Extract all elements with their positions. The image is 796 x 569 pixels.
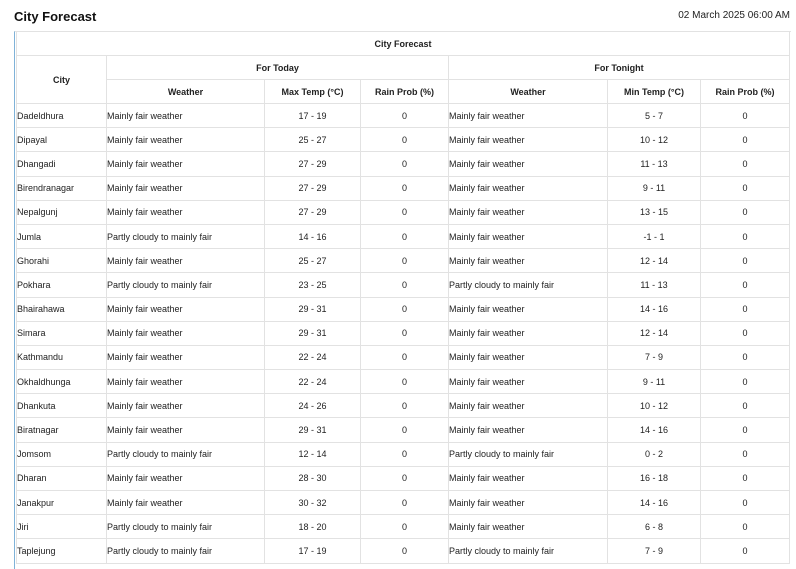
city-cell: Simara — [17, 321, 107, 345]
min-temp-cell: 10 - 12 — [608, 128, 701, 152]
city-cell: Kathmandu — [17, 345, 107, 369]
today-weather-cell: Mainly fair weather — [107, 104, 265, 128]
today-weather-cell: Partly cloudy to mainly fair — [107, 273, 265, 297]
min-temp-cell: 9 - 11 — [608, 370, 701, 394]
max-temp-cell: 12 - 14 — [265, 442, 361, 466]
table-row — [17, 418, 790, 442]
city-column-header: City — [17, 56, 107, 104]
today-rain-prob-cell: 0 — [361, 273, 449, 297]
min-temp-cell: -1 - 1 — [608, 224, 701, 248]
today-weather-cell: Mainly fair weather — [107, 176, 265, 200]
city-cell: Jumla — [17, 224, 107, 248]
tonight-rain-prob-cell: 0 — [701, 466, 790, 490]
max-temp-cell: 24 - 26 — [265, 394, 361, 418]
city-cell: Dipayal — [17, 128, 107, 152]
page-header — [0, 0, 796, 30]
today-rain-prob-cell: 0 — [361, 515, 449, 539]
today-rain-prob-cell: 0 — [361, 152, 449, 176]
max-temp-cell: 29 - 31 — [265, 297, 361, 321]
tonight-rain-prob-cell: 0 — [701, 104, 790, 128]
today-rain-prob-cell: 0 — [361, 249, 449, 273]
max-temp-cell: 25 - 27 — [265, 128, 361, 152]
today-rain-prob-cell: 0 — [361, 200, 449, 224]
tonight-weather-cell: Mainly fair weather — [449, 345, 608, 369]
table-row — [17, 515, 790, 539]
today-weather-cell: Mainly fair weather — [107, 249, 265, 273]
tonight-rain-prob-cell: 0 — [701, 176, 790, 200]
today-weather-cell: Mainly fair weather — [107, 152, 265, 176]
max-temp-cell: 25 - 27 — [265, 249, 361, 273]
city-cell: Birendranagar — [17, 176, 107, 200]
forecast-table — [16, 31, 790, 564]
min-temp-cell: 12 - 14 — [608, 321, 701, 345]
today-weather-cell: Partly cloudy to mainly fair — [107, 539, 265, 563]
today-weather-cell: Mainly fair weather — [107, 394, 265, 418]
table-row — [17, 442, 790, 466]
max-temp-cell: 28 - 30 — [265, 466, 361, 490]
table-row — [17, 128, 790, 152]
tonight-weather-cell: Mainly fair weather — [449, 418, 608, 442]
today-rain-prob-cell: 0 — [361, 321, 449, 345]
tonight-rain-prob-cell: 0 — [701, 297, 790, 321]
tonight-weather-cell: Mainly fair weather — [449, 128, 608, 152]
tonight-weather-cell: Mainly fair weather — [449, 224, 608, 248]
today-rain-prob-cell: 0 — [361, 128, 449, 152]
max-temp-cell: 29 - 31 — [265, 321, 361, 345]
today-rain-prob-cell: 0 — [361, 491, 449, 515]
min-temp-cell: 12 - 14 — [608, 249, 701, 273]
max-temp-cell: 29 - 31 — [265, 418, 361, 442]
min-temp-cell: 13 - 15 — [608, 200, 701, 224]
tonight-weather-cell: Mainly fair weather — [449, 200, 608, 224]
table-row — [17, 491, 790, 515]
today-weather-cell: Partly cloudy to mainly fair — [107, 224, 265, 248]
max-temp-cell: 17 - 19 — [265, 539, 361, 563]
tonight-rain-prob-cell: 0 — [701, 224, 790, 248]
today-rain-prob-cell: 0 — [361, 297, 449, 321]
tonight-weather-cell: Mainly fair weather — [449, 104, 608, 128]
tonight-weather-cell: Mainly fair weather — [449, 176, 608, 200]
tonight-rain-prob-cell: 0 — [701, 321, 790, 345]
today-weather-cell: Mainly fair weather — [107, 418, 265, 442]
today-rain-prob-cell: 0 — [361, 104, 449, 128]
today-weather-header: Weather — [107, 80, 265, 104]
tonight-rain-prob-cell: 0 — [701, 345, 790, 369]
max-temp-cell: 22 - 24 — [265, 370, 361, 394]
today-rain-prob-cell: 0 — [361, 442, 449, 466]
tonight-weather-cell: Mainly fair weather — [449, 394, 608, 418]
today-rain-prob-cell: 0 — [361, 176, 449, 200]
table-row — [17, 249, 790, 273]
max-temp-cell: 17 - 19 — [265, 104, 361, 128]
tonight-rain-prob-cell: 0 — [701, 442, 790, 466]
tonight-rain-prob-cell: 0 — [701, 152, 790, 176]
tonight-weather-cell: Mainly fair weather — [449, 370, 608, 394]
max-temp-cell: 30 - 32 — [265, 491, 361, 515]
tonight-weather-cell: Mainly fair weather — [449, 466, 608, 490]
tonight-weather-cell: Mainly fair weather — [449, 491, 608, 515]
tonight-rain-prob-cell: 0 — [701, 515, 790, 539]
max-temp-cell: 23 - 25 — [265, 273, 361, 297]
max-temp-cell: 22 - 24 — [265, 345, 361, 369]
min-temp-cell: 14 - 16 — [608, 418, 701, 442]
min-temp-cell: 7 - 9 — [608, 345, 701, 369]
tonight-weather-cell: Mainly fair weather — [449, 152, 608, 176]
city-cell: Nepalgunj — [17, 200, 107, 224]
today-weather-cell: Mainly fair weather — [107, 128, 265, 152]
table-row — [17, 370, 790, 394]
today-rain-prob-cell: 0 — [361, 394, 449, 418]
max-temp-cell: 27 - 29 — [265, 152, 361, 176]
max-temp-cell: 14 - 16 — [265, 224, 361, 248]
city-cell: Jiri — [17, 515, 107, 539]
min-temp-cell: 16 - 18 — [608, 466, 701, 490]
today-weather-cell: Mainly fair weather — [107, 466, 265, 490]
city-cell: Bhairahawa — [17, 297, 107, 321]
today-weather-cell: Partly cloudy to mainly fair — [107, 515, 265, 539]
table-row — [17, 152, 790, 176]
city-cell: Dhangadi — [17, 152, 107, 176]
forecast-datetime: 02 March 2025 06:00 AM — [678, 10, 790, 21]
min-temp-cell: 0 - 2 — [608, 442, 701, 466]
min-temp-cell: 11 - 13 — [608, 152, 701, 176]
today-rain-prob-cell: 0 — [361, 466, 449, 490]
tonight-weather-cell: Mainly fair weather — [449, 249, 608, 273]
tonight-weather-cell: Partly cloudy to mainly fair — [449, 273, 608, 297]
table-caption: City Forecast — [17, 32, 790, 56]
today-rain-prob-cell: 0 — [361, 224, 449, 248]
tonight-rain-prob-cell: 0 — [701, 491, 790, 515]
tonight-rain-prob-cell: 0 — [701, 418, 790, 442]
table-row — [17, 345, 790, 369]
min-temp-cell: 6 - 8 — [608, 515, 701, 539]
today-weather-cell: Mainly fair weather — [107, 370, 265, 394]
table-row — [17, 104, 790, 128]
city-cell: Pokhara — [17, 273, 107, 297]
min-temp-header: Min Temp (°C) — [608, 80, 701, 104]
tonight-weather-cell: Mainly fair weather — [449, 297, 608, 321]
tonight-rain-prob-cell: 0 — [701, 394, 790, 418]
today-rain-prob-cell: 0 — [361, 539, 449, 563]
tonight-rain-prob-cell: 0 — [701, 273, 790, 297]
tonight-weather-cell: Partly cloudy to mainly fair — [449, 442, 608, 466]
city-cell: Dharan — [17, 466, 107, 490]
max-temp-cell: 27 - 29 — [265, 176, 361, 200]
tonight-rain-prob-cell: 0 — [701, 370, 790, 394]
tonight-rain-prob-cell: 0 — [701, 200, 790, 224]
today-rain-prob-cell: 0 — [361, 418, 449, 442]
tonight-rain-prob-cell: 0 — [701, 249, 790, 273]
tonight-weather-cell: Mainly fair weather — [449, 321, 608, 345]
tonight-rain-prob-header: Rain Prob (%) — [701, 80, 790, 104]
for-today-header: For Today — [107, 56, 449, 80]
tonight-weather-cell: Partly cloudy to mainly fair — [449, 539, 608, 563]
tonight-rain-prob-cell: 0 — [701, 128, 790, 152]
today-rain-prob-header: Rain Prob (%) — [361, 80, 449, 104]
table-row — [17, 297, 790, 321]
table-row — [17, 394, 790, 418]
today-weather-cell: Mainly fair weather — [107, 200, 265, 224]
tonight-weather-cell: Mainly fair weather — [449, 515, 608, 539]
min-temp-cell: 9 - 11 — [608, 176, 701, 200]
min-temp-cell: 10 - 12 — [608, 394, 701, 418]
today-weather-cell: Mainly fair weather — [107, 297, 265, 321]
table-row — [17, 466, 790, 490]
table-row — [17, 539, 790, 563]
max-temp-cell: 27 - 29 — [265, 200, 361, 224]
city-cell: Biratnagar — [17, 418, 107, 442]
min-temp-cell: 14 - 16 — [608, 297, 701, 321]
table-row — [17, 200, 790, 224]
table-row — [17, 321, 790, 345]
table-row — [17, 273, 790, 297]
tonight-weather-header: Weather — [449, 80, 608, 104]
city-cell: Okhaldhunga — [17, 370, 107, 394]
table-row — [17, 224, 790, 248]
today-weather-cell: Mainly fair weather — [107, 345, 265, 369]
page-title: City Forecast — [14, 9, 97, 24]
today-rain-prob-cell: 0 — [361, 345, 449, 369]
table-row — [17, 176, 790, 200]
city-cell: Dhankuta — [17, 394, 107, 418]
today-rain-prob-cell: 0 — [361, 370, 449, 394]
max-temp-header: Max Temp (°C) — [265, 80, 361, 104]
min-temp-cell: 7 - 9 — [608, 539, 701, 563]
for-tonight-header: For Tonight — [449, 56, 790, 80]
max-temp-cell: 18 - 20 — [265, 515, 361, 539]
today-weather-cell: Mainly fair weather — [107, 321, 265, 345]
city-cell: Ghorahi — [17, 249, 107, 273]
min-temp-cell: 14 - 16 — [608, 491, 701, 515]
min-temp-cell: 5 - 7 — [608, 104, 701, 128]
tonight-rain-prob-cell: 0 — [701, 539, 790, 563]
city-cell: Taplejung — [17, 539, 107, 563]
city-cell: Jomsom — [17, 442, 107, 466]
min-temp-cell: 11 - 13 — [608, 273, 701, 297]
city-cell: Janakpur — [17, 491, 107, 515]
today-weather-cell: Mainly fair weather — [107, 491, 265, 515]
today-weather-cell: Partly cloudy to mainly fair — [107, 442, 265, 466]
city-cell: Dadeldhura — [17, 104, 107, 128]
